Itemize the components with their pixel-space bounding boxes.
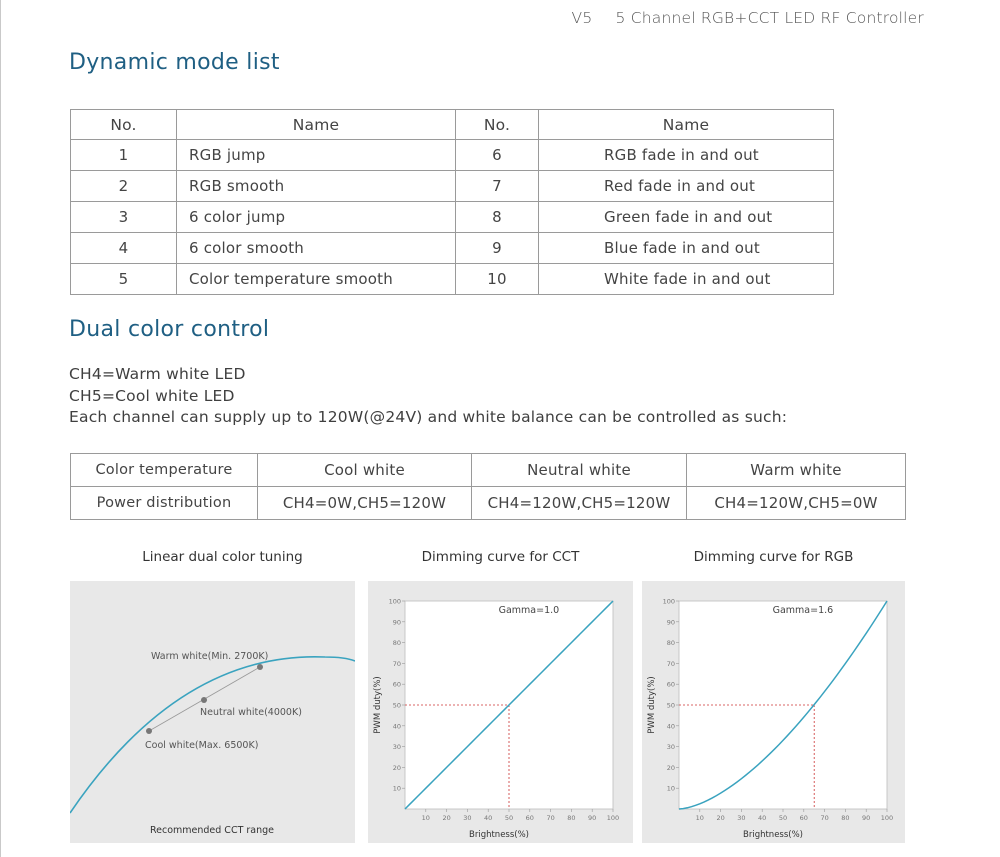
mode-name: RGB fade in and out	[539, 140, 834, 171]
neutral-point	[201, 697, 207, 703]
gamma-annotation: Gamma=1.6	[772, 605, 834, 616]
rgb-chart-title: Dimming curve for RGB	[693, 549, 854, 565]
mode-number: 7	[456, 171, 539, 202]
cell-cool-power: CH4=0W,CH5=120W	[258, 487, 472, 520]
cool-point	[146, 728, 152, 734]
x-tick-label: 60	[799, 814, 808, 822]
gamma-annotation: Gamma=1.0	[498, 605, 560, 616]
y-tick-label: 80	[666, 639, 675, 648]
rgb-dimming-chart	[642, 581, 905, 843]
y-tick-label: 90	[666, 618, 675, 627]
channel-supply-line: Each channel can supply up to 120W(@24V) and white balance can be controlled as such:	[69, 408, 788, 426]
y-tick-label: 20	[392, 763, 401, 772]
x-tick-label: 100	[880, 814, 894, 822]
y-tick-label: 100	[662, 597, 675, 606]
dual-color-description	[69, 364, 787, 429]
mode-name: 6 color smooth	[177, 233, 456, 264]
mode-number: 8	[456, 202, 539, 233]
y-tick-label: 10	[392, 784, 401, 793]
x-tick-label: 40	[758, 814, 767, 822]
dynamic-mode-title: Dynamic mode list	[69, 50, 280, 75]
x-axis-label: Brightness(%)	[743, 830, 803, 840]
y-tick-label: 50	[666, 701, 675, 710]
linear-tuning-graphic	[70, 581, 355, 843]
cct-dimming-chart	[368, 581, 633, 843]
dual-color-title: Dual color control	[69, 317, 270, 342]
cct-range-caption: Recommended CCT range	[149, 825, 275, 836]
x-tick-label: 90	[862, 814, 871, 822]
y-tick-label: 20	[666, 763, 675, 772]
x-tick-label: 30	[463, 814, 472, 822]
row-label-color-temperature: Color temperature	[71, 454, 258, 487]
mode-number: 1	[71, 140, 177, 171]
col-header-name: Name	[177, 110, 456, 140]
rgb-dimming-panel	[642, 581, 905, 843]
y-tick-label: 70	[666, 659, 675, 668]
neutral-label: Neutral white(4000K)	[200, 707, 302, 718]
table-header-row	[71, 110, 834, 140]
mode-name: RGB smooth	[177, 171, 456, 202]
y-tick-label: 40	[666, 722, 675, 731]
x-tick-label: 60	[525, 814, 534, 822]
col-header-name-2: Name	[539, 110, 834, 140]
mode-number: 5	[71, 264, 177, 295]
y-tick-label: 40	[392, 722, 401, 731]
x-tick-label: 40	[484, 814, 493, 822]
x-tick-label: 70	[820, 814, 829, 822]
table-row	[71, 264, 834, 295]
mode-name: Green fade in and out	[539, 202, 834, 233]
product-title: 5 Channel RGB+CCT LED RF Controller	[615, 9, 924, 27]
y-tick-label: 30	[392, 743, 401, 752]
mode-name: White fade in and out	[539, 264, 834, 295]
cct-dimming-panel	[368, 581, 633, 843]
y-tick-label: 60	[666, 680, 675, 689]
linear-tuning-panel	[70, 581, 355, 843]
mode-number: 2	[71, 171, 177, 202]
y-tick-label: 70	[392, 659, 401, 668]
table-row	[71, 454, 906, 487]
x-tick-label: 20	[716, 814, 725, 822]
x-tick-label: 50	[778, 814, 788, 822]
linear-chart-title: Linear dual color tuning	[142, 549, 303, 565]
x-tick-label: 80	[841, 814, 850, 822]
x-tick-label: 100	[606, 814, 620, 822]
x-tick-label: 10	[695, 814, 704, 822]
y-tick-label: 50	[392, 701, 401, 710]
table-row	[71, 171, 834, 202]
cell-warm-power: CH4=120W,CH5=0W	[687, 487, 906, 520]
cct-chart-title: Dimming curve for CCT	[421, 549, 580, 565]
mode-name: Blue fade in and out	[539, 233, 834, 264]
cell-cool-white: Cool white	[258, 454, 472, 487]
document-header	[572, 9, 924, 27]
x-tick-label: 20	[442, 814, 451, 822]
col-header-no-2: No.	[456, 110, 539, 140]
cct-curve	[70, 657, 355, 813]
mode-number: 9	[456, 233, 539, 264]
warm-label: Warm white(Min. 2700K)	[151, 651, 269, 662]
mode-number: 6	[456, 140, 539, 171]
x-tick-label: 50	[504, 814, 514, 822]
x-tick-label: 80	[567, 814, 576, 822]
y-tick-label: 80	[392, 639, 401, 648]
y-axis-label: PWM duty(%)	[647, 676, 657, 734]
table-row	[71, 487, 906, 520]
y-tick-label: 30	[666, 743, 675, 752]
dynamic-mode-table	[70, 109, 834, 295]
mode-number: 4	[71, 233, 177, 264]
mode-name: RGB jump	[177, 140, 456, 171]
y-axis-label: PWM duty(%)	[373, 676, 383, 734]
version-label: V5	[571, 9, 593, 27]
cell-neutral-power: CH4=120W,CH5=120W	[472, 487, 687, 520]
ch4-line: CH4=Warm white LED	[69, 365, 246, 383]
x-tick-label: 70	[546, 814, 555, 822]
power-distribution-table	[70, 453, 906, 520]
x-tick-label: 90	[588, 814, 597, 822]
table-row	[71, 233, 834, 264]
row-label-power-distribution: Power distribution	[71, 487, 258, 520]
y-tick-label: 10	[666, 784, 675, 793]
cool-label: Cool white(Max. 6500K)	[145, 740, 259, 751]
page-left-border	[0, 0, 1, 857]
y-tick-label: 60	[392, 680, 401, 689]
col-header-no: No.	[71, 110, 177, 140]
mode-number: 10	[456, 264, 539, 295]
mode-name: Red fade in and out	[539, 171, 834, 202]
x-axis-label: Brightness(%)	[469, 830, 529, 840]
table-row	[71, 140, 834, 171]
cell-warm-white: Warm white	[687, 454, 906, 487]
warm-point	[257, 664, 263, 670]
mode-name: Color temperature smooth	[177, 264, 456, 295]
cell-neutral-white: Neutral white	[472, 454, 687, 487]
mode-number: 3	[71, 202, 177, 233]
mode-name: 6 color jump	[177, 202, 456, 233]
y-tick-label: 90	[392, 618, 401, 627]
y-tick-label: 100	[388, 597, 401, 606]
x-tick-label: 10	[421, 814, 430, 822]
ch5-line: CH5=Cool white LED	[69, 386, 235, 405]
table-row	[71, 202, 834, 233]
x-tick-label: 30	[737, 814, 746, 822]
